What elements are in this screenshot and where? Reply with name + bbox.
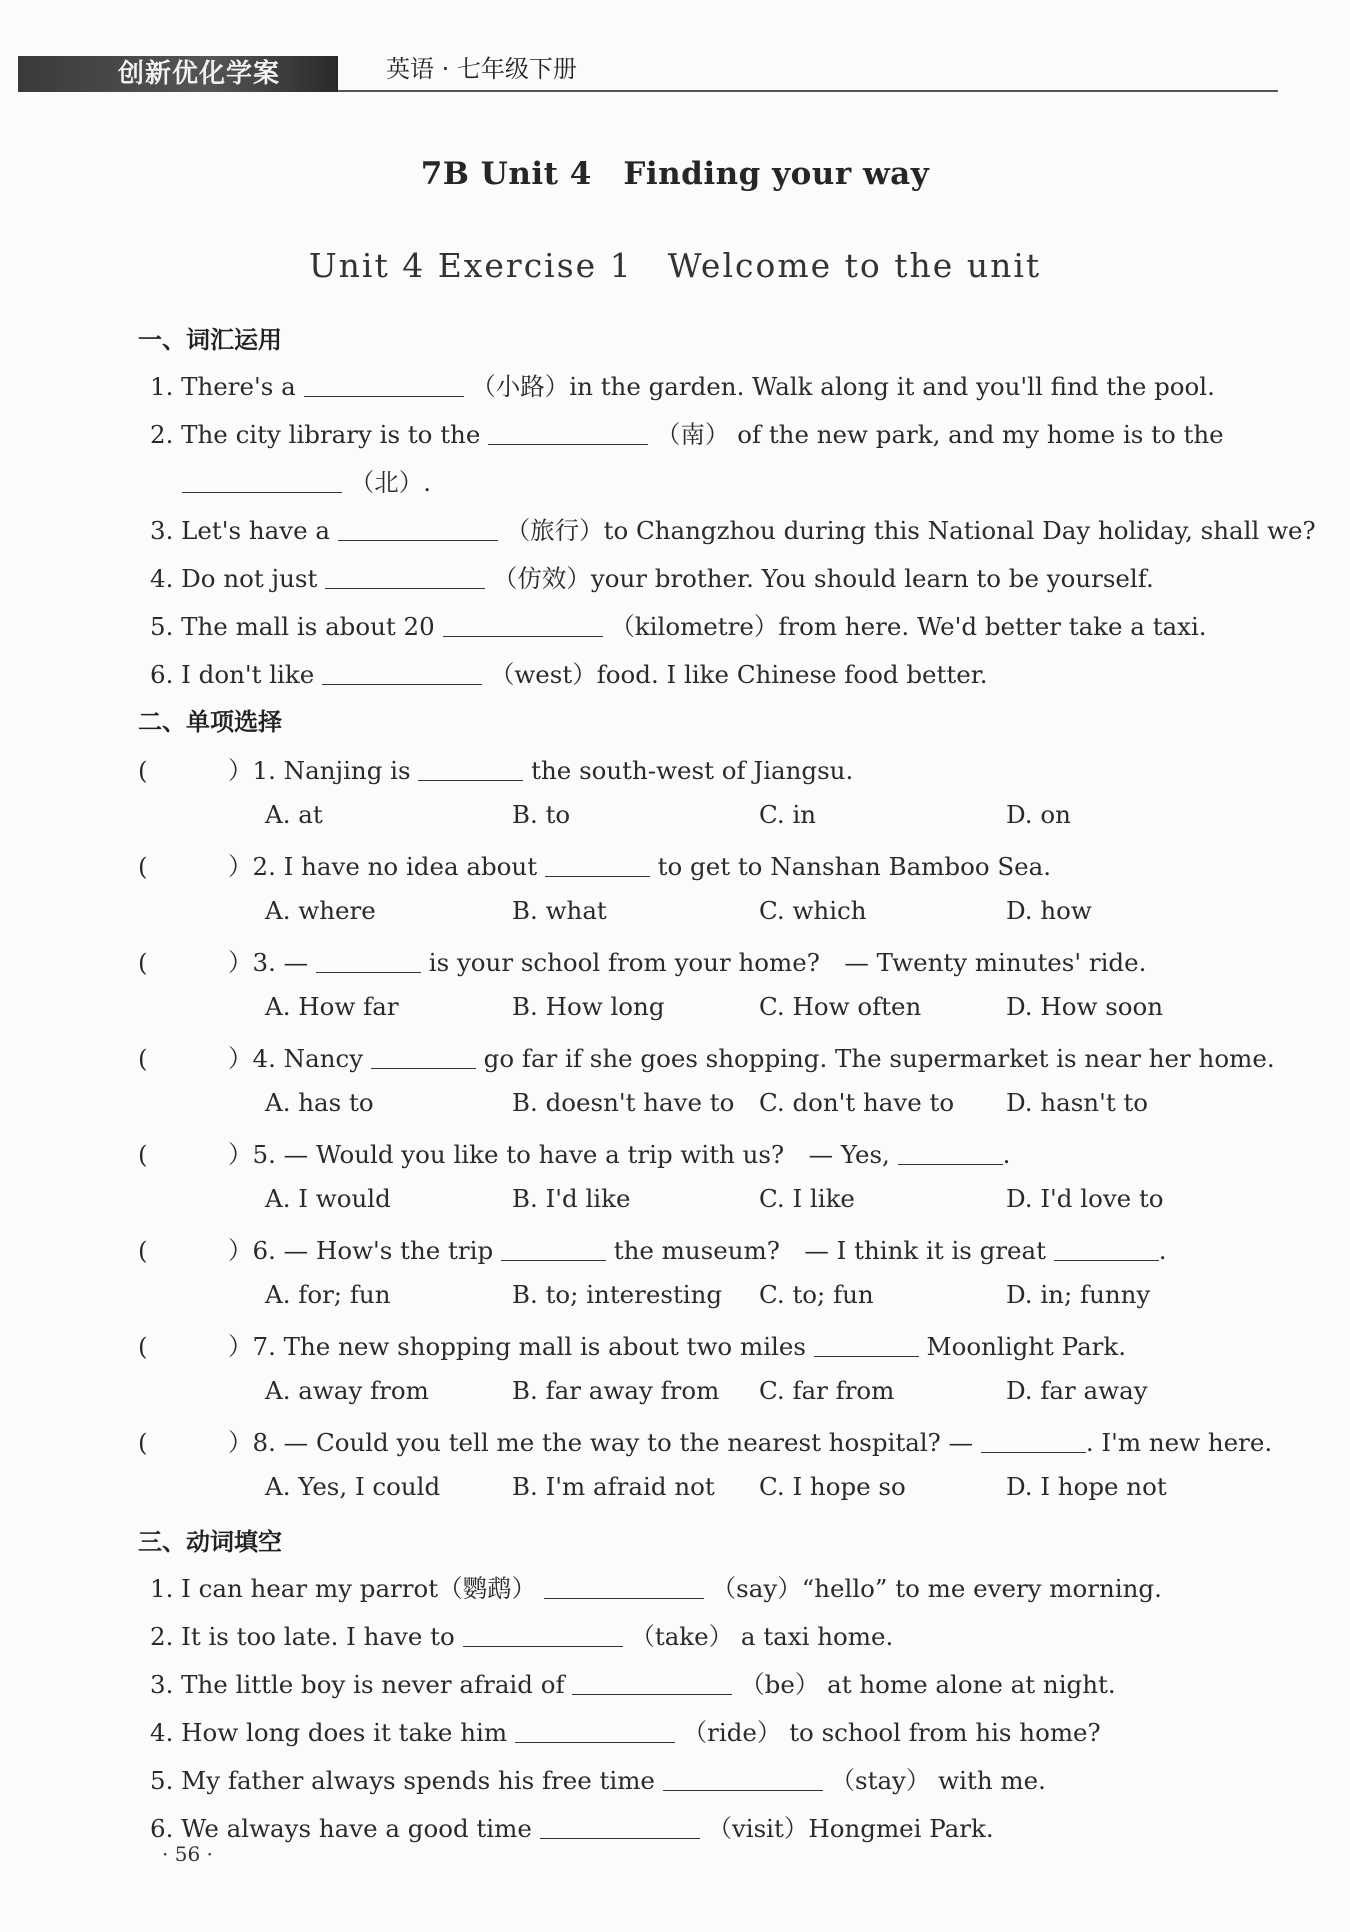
answer-blank[interactable] [1054, 1236, 1159, 1261]
option-b[interactable]: B. I'd like [512, 1184, 631, 1213]
answer-blank[interactable] [304, 372, 464, 397]
vocab-question-5: 5. The mall is about 20 （kilometre）from here. We'd better take a taxi. [150, 612, 1207, 641]
mc-options-5 [265, 1184, 1253, 1213]
mc-options-7 [265, 1376, 1253, 1405]
option-a[interactable]: A. where [265, 896, 376, 925]
mc-options-8 [265, 1472, 1253, 1501]
brand-banner: 创新优化学案 [18, 56, 338, 92]
answer-blank[interactable] [316, 948, 421, 973]
mc-options-6 [265, 1280, 1253, 1309]
answer-blank[interactable] [488, 420, 648, 445]
mc-options-1 [265, 800, 1253, 829]
verb-question-2: 2. It is too late. I have to （take） a taxi home. [150, 1622, 894, 1651]
option-a[interactable]: A. How far [265, 992, 399, 1021]
option-c[interactable]: C. I hope so [759, 1472, 906, 1501]
answer-bracket[interactable]: ( [138, 1140, 148, 1169]
option-b[interactable]: B. to; interesting [512, 1280, 723, 1309]
answer-blank[interactable] [443, 612, 603, 637]
mc-question-4: ( ）4. Nancy go far if she goes shopping. The supermarket is near her home. [138, 1044, 1275, 1073]
answer-blank[interactable] [338, 516, 498, 541]
answer-bracket[interactable]: ( [138, 852, 148, 881]
mc-question-7: ( ）7. The new shopping mall is about two miles Moonlight Park. [138, 1332, 1127, 1361]
answer-bracket[interactable]: ( [138, 1044, 148, 1073]
answer-bracket[interactable]: ( [138, 1332, 148, 1361]
verb-question-1: 1. I can hear my parrot（鹦鹉） （say）“hello” to me every morning. [150, 1574, 1162, 1603]
answer-blank[interactable] [371, 1044, 476, 1069]
answer-bracket[interactable]: ( [138, 756, 148, 785]
option-d[interactable]: D. How soon [1006, 992, 1164, 1021]
mc-options-2 [265, 896, 1253, 925]
answer-blank[interactable] [814, 1332, 919, 1357]
option-a[interactable]: A. I would [265, 1184, 391, 1213]
vocab-question-2-cont: （北）. [182, 464, 431, 499]
mc-options-3 [265, 992, 1253, 1021]
answer-blank[interactable] [325, 564, 485, 589]
section-heading-verb-fill: 三、动词填空 [138, 1528, 282, 1556]
option-b[interactable]: B. far away from [512, 1376, 720, 1405]
option-b[interactable]: B. what [512, 896, 607, 925]
option-c[interactable]: C. to; fun [759, 1280, 874, 1309]
vocab-question-4: 4. Do not just （仿效）your brother. You should learn to be yourself. [150, 564, 1154, 593]
verb-question-5: 5. My father always spends his free time （stay） with me. [150, 1766, 1046, 1795]
mc-question-8: ( ）8. — Could you tell me the way to the nearest hospital? — . I'm new here. [138, 1428, 1273, 1457]
option-c[interactable]: C. don't have to [759, 1088, 955, 1117]
answer-blank[interactable] [572, 1670, 732, 1695]
option-b[interactable]: B. to [512, 800, 571, 829]
vocab-question-6: 6. I don't like （west）food. I like Chinese food better. [150, 660, 988, 689]
answer-blank[interactable] [418, 756, 523, 781]
option-d[interactable]: D. I hope not [1006, 1472, 1167, 1501]
answer-bracket[interactable]: ( [138, 1428, 148, 1457]
option-b[interactable]: B. How long [512, 992, 665, 1021]
mc-question-3: ( ）3. — is your school from your home? — Twenty minutes' ride. [138, 948, 1147, 977]
option-d[interactable]: D. in; funny [1006, 1280, 1151, 1309]
option-c[interactable]: C. far from [759, 1376, 895, 1405]
option-c[interactable]: C. which [759, 896, 867, 925]
option-d[interactable]: D. hasn't to [1006, 1088, 1149, 1117]
answer-blank[interactable] [981, 1428, 1086, 1453]
section-heading-multiple-choice: 二、单项选择 [138, 708, 282, 736]
answer-blank[interactable] [663, 1766, 823, 1791]
mc-question-5: ( ）5. — Would you like to have a trip with us? — Yes, . [138, 1140, 1011, 1169]
option-a[interactable]: A. Yes, I could [265, 1472, 441, 1501]
verb-question-6: 6. We always have a good time （visit）Hongmei Park. [150, 1814, 994, 1843]
mc-options-4 [265, 1088, 1253, 1117]
option-a[interactable]: A. at [265, 800, 323, 829]
option-b[interactable]: B. I'm afraid not [512, 1472, 715, 1501]
answer-blank[interactable] [545, 852, 650, 877]
answer-blank[interactable] [540, 1814, 700, 1839]
option-d[interactable]: D. how [1006, 896, 1092, 925]
option-d[interactable]: D. I'd love to [1006, 1184, 1164, 1213]
option-c[interactable]: C. I like [759, 1184, 855, 1213]
vocab-question-3: 3. Let's have a （旅行）to Changzhou during this National Day holiday, shall we? [150, 516, 1316, 545]
answer-blank[interactable] [898, 1140, 1003, 1165]
option-a[interactable]: A. has to [265, 1088, 374, 1117]
exercise-title: Unit 4 Exercise 1 Welcome to the unit [308, 246, 1042, 285]
option-d[interactable]: D. on [1006, 800, 1071, 829]
answer-blank[interactable] [463, 1622, 623, 1647]
vocab-question-1: 1. There's a （小路）in the garden. Walk along it and you'll find the pool. [150, 372, 1215, 401]
option-c[interactable]: C. How often [759, 992, 922, 1021]
verb-question-4: 4. How long does it take him （ride） to school from his home? [150, 1718, 1101, 1747]
answer-blank[interactable] [322, 660, 482, 685]
answer-blank[interactable] [515, 1718, 675, 1743]
option-d[interactable]: D. far away [1006, 1376, 1148, 1405]
option-a[interactable]: A. away from [265, 1376, 429, 1405]
mc-question-1: ( ）1. Nanjing is the south-west of Jiangsu. [138, 756, 854, 785]
option-c[interactable]: C. in [759, 800, 817, 829]
answer-bracket[interactable]: ( [138, 1236, 148, 1265]
answer-blank[interactable] [544, 1574, 704, 1599]
unit-title: 7B Unit 4 Finding your way [420, 156, 930, 192]
subject-label: 英语 · 七年级下册 [386, 55, 577, 83]
answer-blank[interactable] [182, 468, 342, 493]
option-b[interactable]: B. doesn't have to [512, 1088, 735, 1117]
mc-question-6: ( ）6. — How's the trip the museum? — I think it is great . [138, 1236, 1167, 1265]
verb-question-3: 3. The little boy is never afraid of （be） at home alone at night. [150, 1670, 1116, 1699]
vocab-question-2: 2. The city library is to the （南） of the new park, and my home is to the [150, 420, 1224, 449]
section-heading-vocabulary: 一、词汇运用 [138, 326, 282, 354]
answer-blank[interactable] [501, 1236, 606, 1261]
page-number: · 56 · [162, 1842, 213, 1866]
mc-question-2: ( ）2. I have no idea about to get to Nanshan Bamboo Sea. [138, 852, 1052, 881]
page-header [18, 52, 1278, 92]
answer-bracket[interactable]: ( [138, 948, 148, 977]
option-a[interactable]: A. for; fun [265, 1280, 391, 1309]
header-divider [338, 90, 1278, 92]
